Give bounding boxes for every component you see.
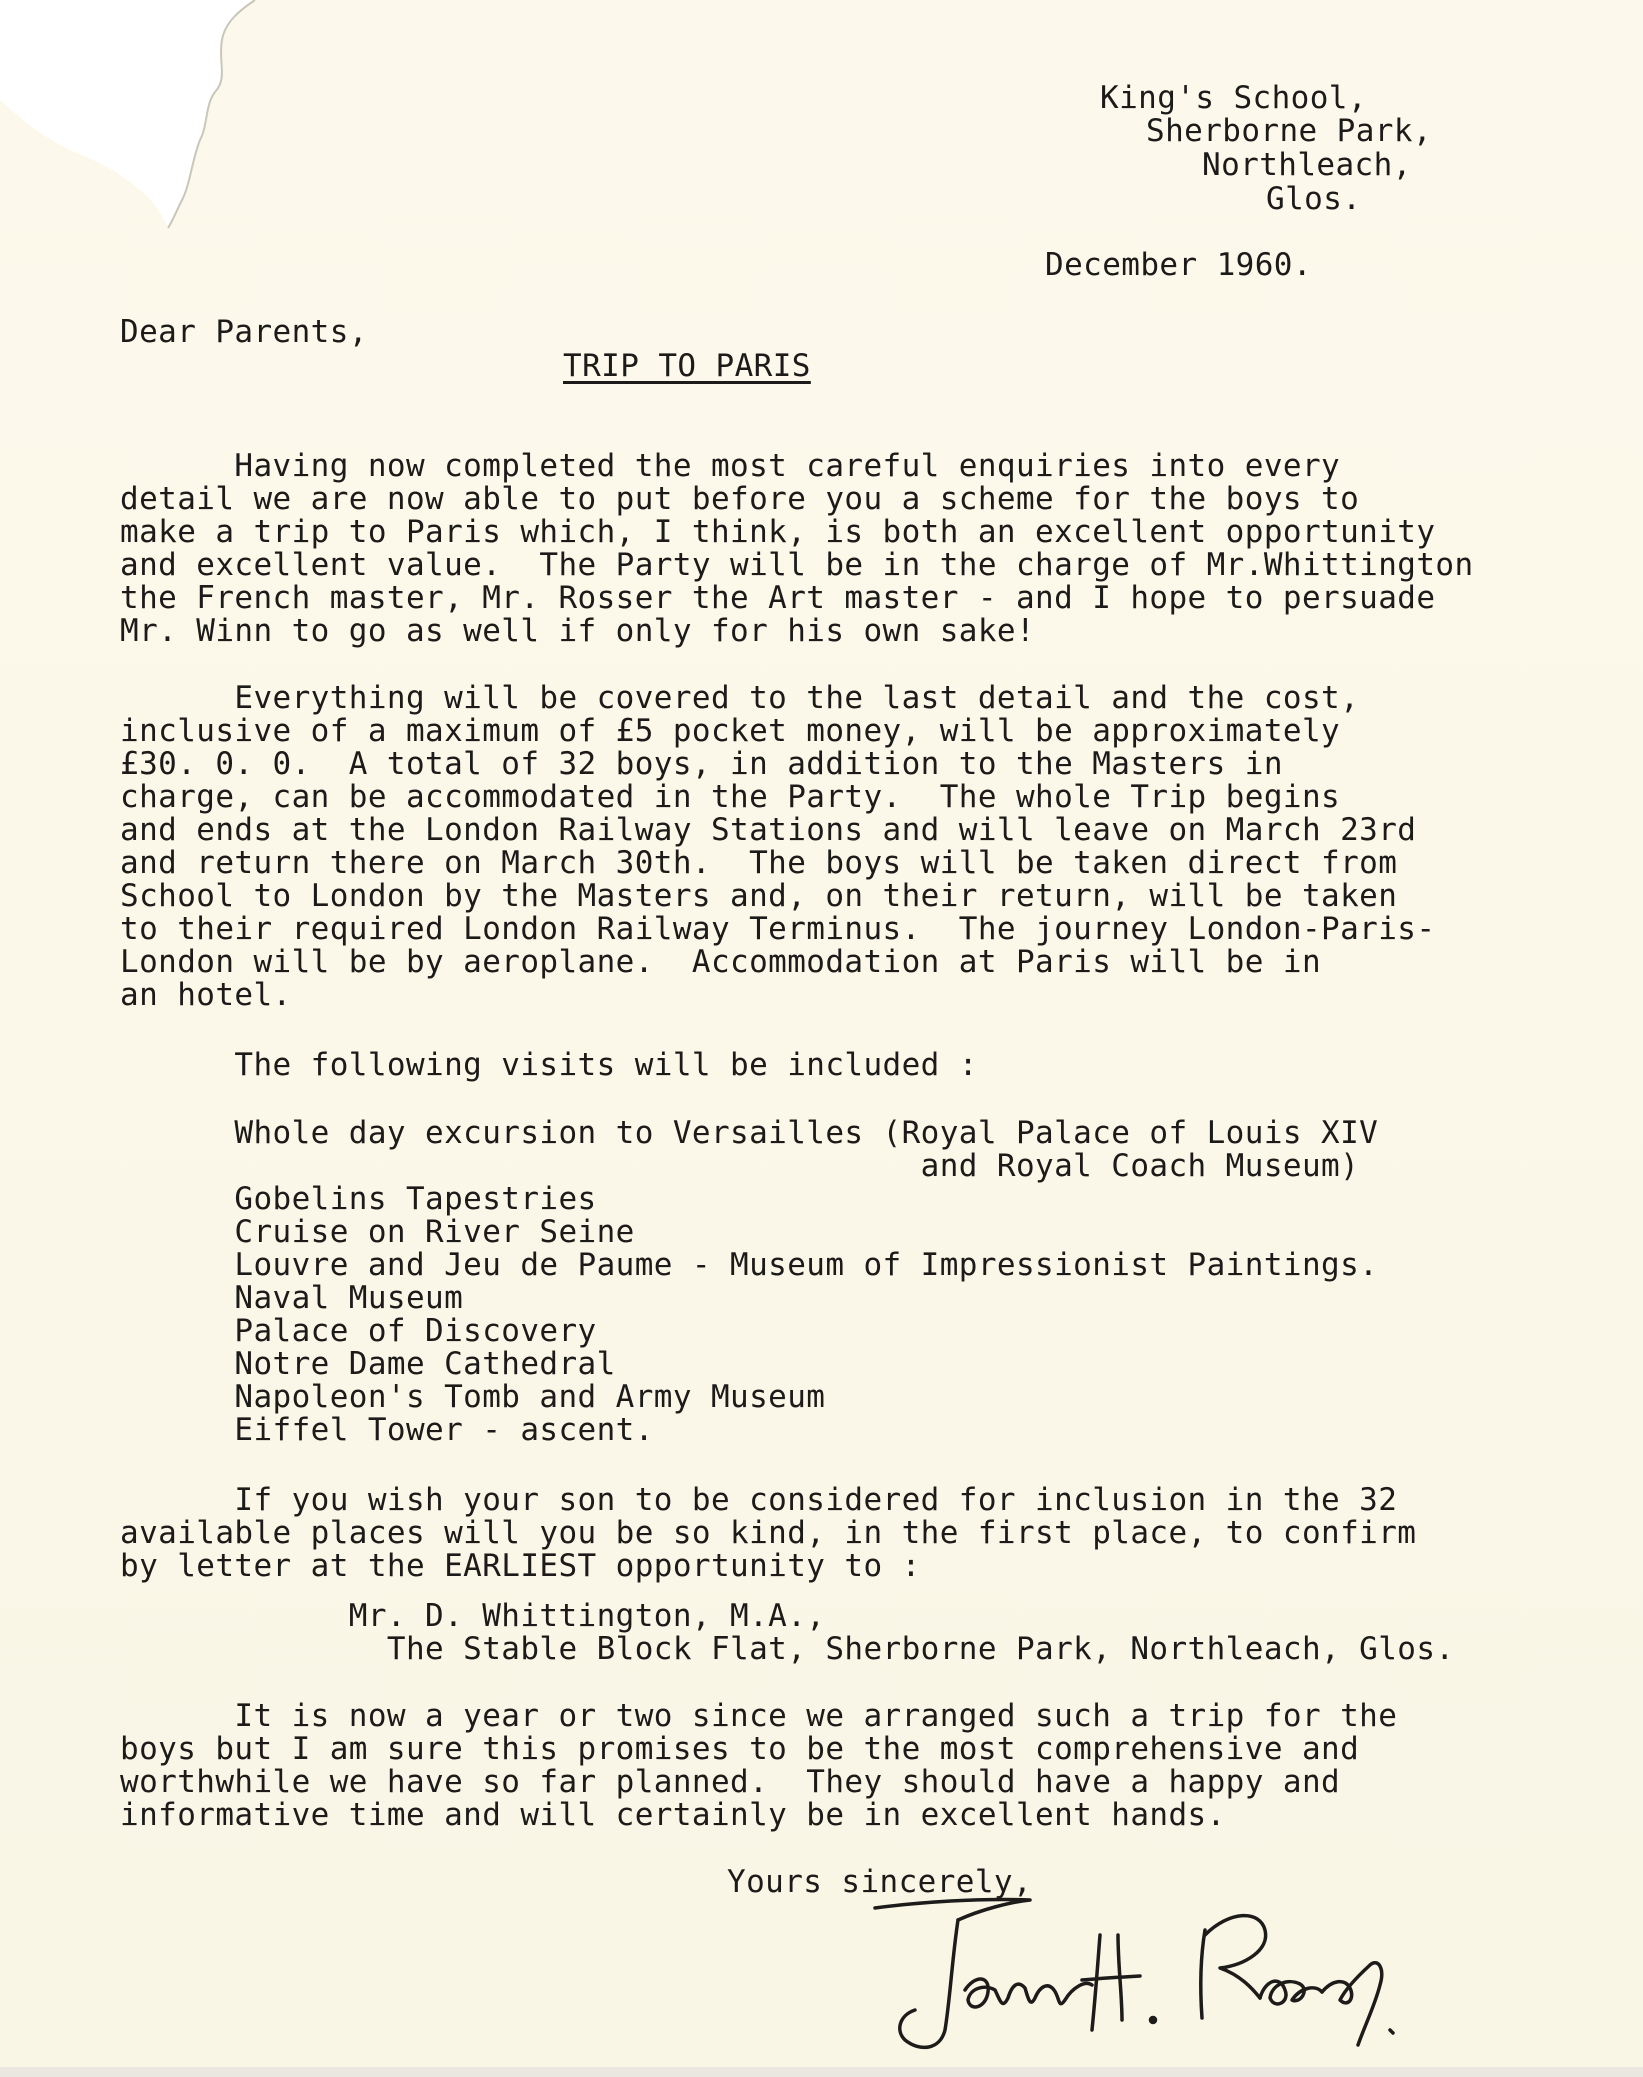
paragraph-1-line: Mr. Winn to go as well if only for his own sake!: [120, 613, 1036, 649]
paragraph-2-line: and ends at the London Railway Stations and will leave on March 23rd: [120, 812, 1417, 848]
paragraph-1-line: Having now completed the most careful enquiries into every: [120, 448, 1341, 484]
paragraph-1-line: detail we are now able to put before you a scheme for the boys to: [120, 481, 1360, 517]
letter-date: December 1960.: [1045, 247, 1312, 283]
closing: Yours sincerely,: [727, 1864, 1033, 1900]
handwritten-signature: [860, 1880, 1420, 2060]
address-line-4: Glos.: [1266, 181, 1362, 217]
paragraph-2-line: £30. 0. 0. A total of 32 boys, in addition to the Masters in: [120, 746, 1283, 782]
paragraph-2-line: charge, can be accommodated in the Party. The whole Trip begins: [120, 779, 1341, 815]
paragraph-4-line: It is now a year or two since we arranged such a trip for the: [120, 1698, 1398, 1734]
visit-item: Whole day excursion to Versailles (Royal Palace of Louis XIV: [120, 1115, 1379, 1151]
visit-item: Cruise on River Seine: [120, 1214, 635, 1250]
visit-item: Eiffel Tower - ascent.: [120, 1412, 654, 1448]
paragraph-2-line: London will be by aeroplane. Accommodation at Paris will be in: [120, 944, 1322, 980]
torn-corner: [0, 0, 280, 240]
paragraph-2-line: inclusive of a maximum of £5 pocket money, will be approximately: [120, 713, 1341, 749]
paragraph-3-line: by letter at the EARLIEST opportunity to :: [120, 1548, 921, 1584]
paragraph-1-line: make a trip to Paris which, I think, is both an excellent opportunity: [120, 514, 1436, 550]
visit-item: Gobelins Tapestries: [120, 1181, 597, 1217]
visits-intro: The following visits will be included :: [120, 1047, 978, 1083]
address-line-1: King's School,: [1100, 80, 1367, 116]
visit-item: Napoleon's Tomb and Army Museum: [120, 1379, 826, 1415]
visit-item: Naval Museum: [120, 1280, 464, 1316]
contact-address: The Stable Block Flat, Sherborne Park, Northleach, Glos.: [120, 1631, 1455, 1667]
visit-item: Palace of Discovery: [120, 1313, 597, 1349]
visit-item: and Royal Coach Museum): [120, 1148, 1360, 1184]
address-line-2: Sherborne Park,: [1146, 113, 1432, 149]
paragraph-2-line: School to London by the Masters and, on their return, will be taken: [120, 878, 1398, 914]
paragraph-4-line: worthwhile we have so far planned. They should have a happy and: [120, 1764, 1341, 1800]
salutation: Dear Parents,: [120, 314, 368, 350]
paragraph-3-line: available places will you be so kind, in the first place, to confirm: [120, 1515, 1417, 1551]
paragraph-2-line: to their required London Railway Terminus. The journey London-Paris-: [120, 911, 1436, 947]
paragraph-1-line: and excellent value. The Party will be in the charge of Mr.Whittington: [120, 547, 1474, 583]
paragraph-2-line: an hotel.: [120, 977, 292, 1013]
paragraph-4-line: boys but I am sure this promises to be the most comprehensive and: [120, 1731, 1360, 1767]
scan-edge: [0, 2067, 1643, 2077]
paragraph-1-line: the French master, Mr. Rosser the Art master - and I hope to persuade: [120, 580, 1436, 616]
paragraph-3-line: If you wish your son to be considered for inclusion in the 32: [120, 1482, 1398, 1518]
paragraph-2-line: Everything will be covered to the last detail and the cost,: [120, 680, 1360, 716]
visit-item: Louvre and Jeu de Paume - Museum of Impressionist Paintings.: [120, 1247, 1379, 1283]
contact-name: Mr. D. Whittington, M.A.,: [120, 1598, 826, 1634]
visit-item: Notre Dame Cathedral: [120, 1346, 616, 1382]
paragraph-4-line: informative time and will certainly be in excellent hands.: [120, 1797, 1226, 1833]
address-line-3: Northleach,: [1202, 147, 1412, 183]
letter-title: TRIP TO PARIS: [563, 348, 811, 384]
paragraph-2-line: and return there on March 30th. The boys will be taken direct from: [120, 845, 1398, 881]
